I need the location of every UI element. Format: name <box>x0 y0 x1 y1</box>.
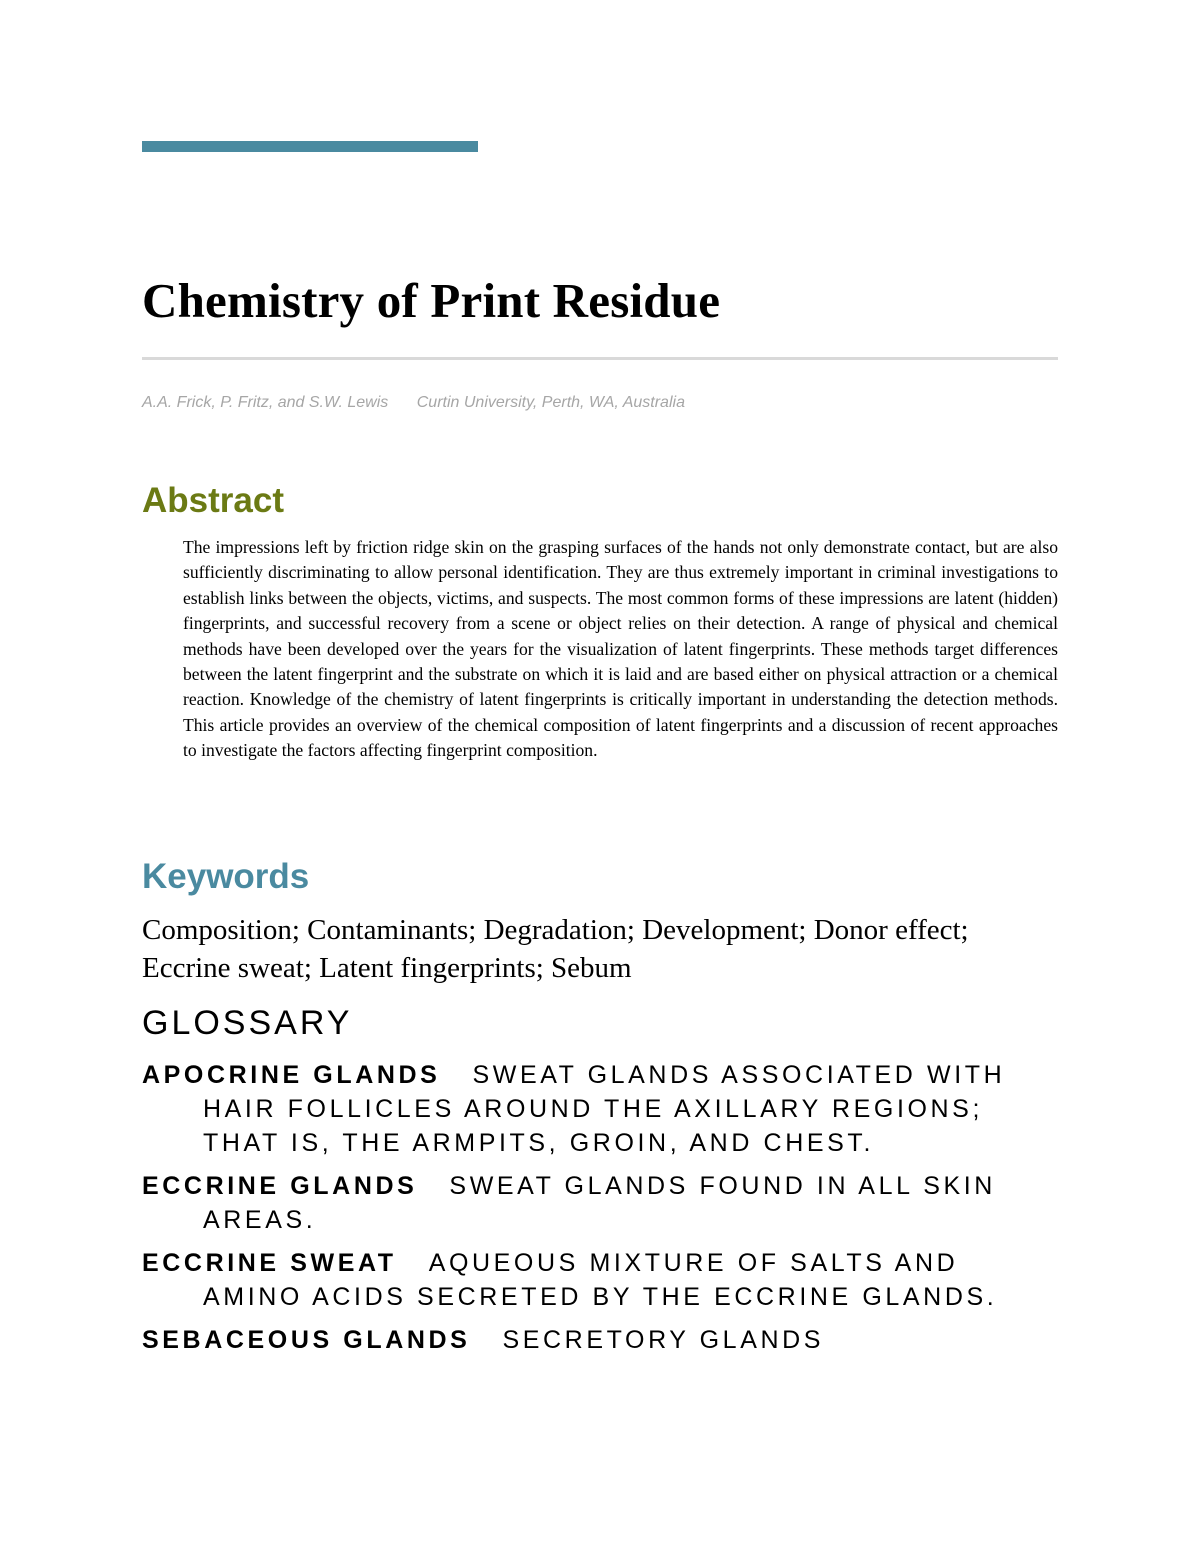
header-accent-bar <box>142 141 478 152</box>
keywords-heading: Keywords <box>142 857 310 896</box>
glossary-definition: SECRETORY GLANDS <box>502 1326 825 1354</box>
title-divider <box>142 357 1058 360</box>
glossary-term: ECCRINE GLANDS <box>142 1172 418 1200</box>
glossary-entry-sebaceous-glands <box>142 1323 1062 1357</box>
glossary-entry-eccrine-glands <box>142 1169 1062 1237</box>
glossary-definition: SWEAT GLANDS ASSOCIATED WITH HAIR FOLLICLES AROUND THE AXILLARY REGIONS; THAT IS, THE ARMPITS, GROIN, AND CHEST. <box>203 1061 1006 1157</box>
byline <box>142 393 685 413</box>
glossary-term: APOCRINE GLANDS <box>142 1061 441 1089</box>
affiliation: Curtin University, Perth, WA, Australia <box>416 394 685 411</box>
glossary-term: SEBACEOUS GLANDS <box>142 1326 471 1354</box>
glossary-term: ECCRINE SWEAT <box>142 1249 397 1277</box>
glossary-list <box>142 1058 1062 1366</box>
article-title: Chemistry of Print Residue <box>142 273 721 328</box>
glossary-entry-eccrine-sweat <box>142 1246 1062 1314</box>
glossary-heading: GLOSSARY <box>142 1004 353 1042</box>
abstract-text: The impressions left by friction ridge skin on the grasping surfaces of the hands not only demonstrate contact, but are also sufficiently discriminating to allow personal identification. They are thus extremely important in criminal investigations to establish links between the objects, victims, and suspects. The most common forms of these impressions are latent (hidden) fingerprints, and successful recovery from a scene or object relies on their detection. A range of physical and chemical methods have been developed over the years for the visualization of latent fingerprints. These methods target differences between the latent fingerprint and the substrate on which it is laid and are based either on physical attraction or a chemical reaction. Knowledge of the chemistry of latent fingerprints is critically important in understanding the detection methods. This article provides an overview of the chemical composition of latent fingerprints and a discussion of recent approaches to investigate the factors affecting fingerprint composition. <box>183 537 1058 761</box>
authors: A.A. Frick, P. Fritz, and S.W. Lewis <box>142 394 389 411</box>
glossary-definition: SWEAT GLANDS FOUND IN ALL SKIN AREAS. <box>203 1172 996 1234</box>
abstract-heading: Abstract <box>142 481 284 520</box>
keywords-list: Composition; Contaminants; Degradation; Development; Donor effect; Eccrine sweat; Latent fingerprints; Sebum <box>142 914 969 984</box>
glossary-definition: AQUEOUS MIXTURE OF SALTS AND AMINO ACIDS SECRETED BY THE ECCRINE GLANDS. <box>203 1249 998 1311</box>
glossary-entry-apocrine-glands <box>142 1058 1062 1160</box>
